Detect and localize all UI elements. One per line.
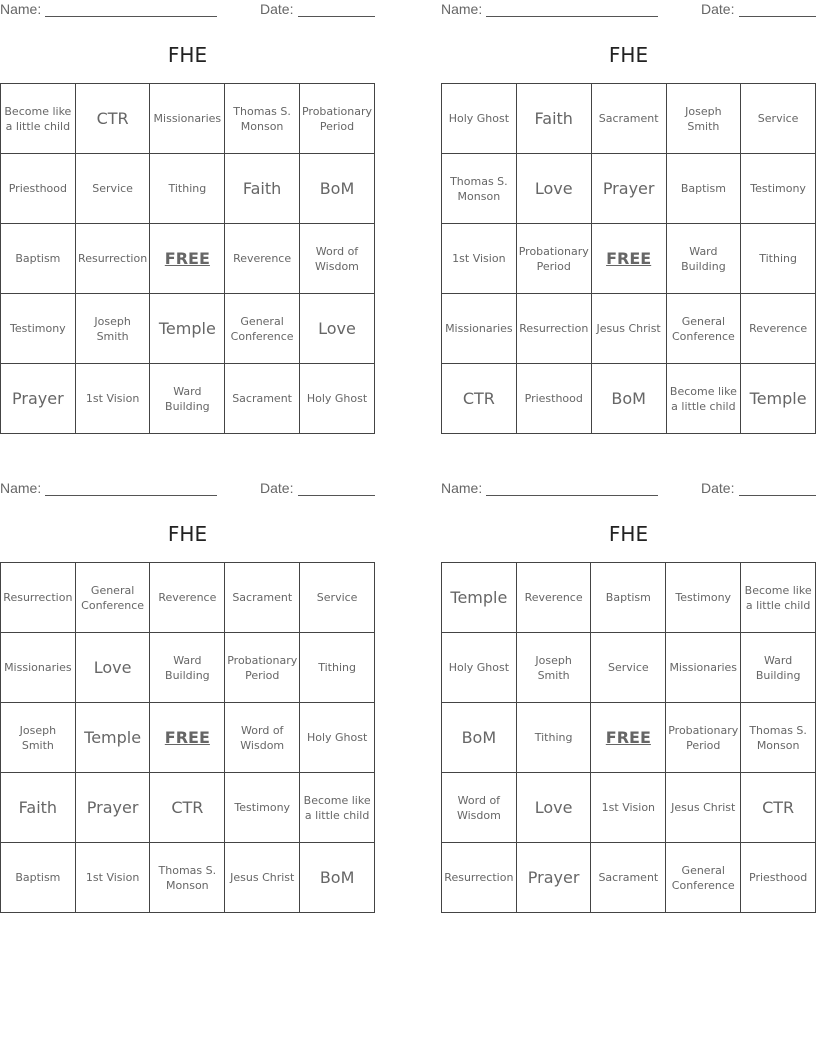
bingo-cell[interactable]: Testimony (666, 563, 741, 633)
bingo-cell[interactable]: Sacrament (225, 563, 300, 633)
bingo-grid (441, 562, 816, 913)
bingo-cell[interactable]: Baptism (1, 843, 76, 913)
name-date-row (441, 479, 816, 499)
bingo-cell[interactable]: General Conference (667, 294, 742, 364)
bingo-cell[interactable]: Priesthood (517, 364, 592, 434)
bingo-cell[interactable]: BoM (442, 703, 517, 773)
bingo-cell[interactable]: Service (300, 563, 375, 633)
date-label: Date: (260, 480, 294, 496)
bingo-cell[interactable]: 1st Vision (76, 364, 151, 434)
bingo-cell[interactable]: Tithing (517, 703, 592, 773)
bingo-cell[interactable]: Baptism (1, 224, 76, 294)
bingo-cell[interactable]: Baptism (591, 563, 666, 633)
bingo-cell[interactable]: Temple (150, 294, 225, 364)
name-date-row (0, 0, 375, 20)
bingo-cell[interactable]: Missionaries (442, 294, 517, 364)
bingo-cell[interactable]: Missionaries (666, 633, 741, 703)
bingo-cell[interactable]: Service (591, 633, 666, 703)
name-date-row (441, 0, 816, 20)
bingo-cell[interactable]: CTR (76, 84, 151, 154)
bingo-cell[interactable]: Prayer (1, 364, 76, 434)
bingo-cell[interactable]: Love (517, 154, 592, 224)
free-space-cell[interactable]: FREE (150, 703, 225, 773)
bingo-cell[interactable]: Resurrection (1, 563, 76, 633)
bingo-cell[interactable]: Reverence (150, 563, 225, 633)
bingo-cell[interactable]: Joseph Smith (667, 84, 742, 154)
bingo-cell[interactable]: Word of Wisdom (225, 703, 300, 773)
bingo-grid (441, 83, 816, 434)
bingo-cell[interactable]: Become like a little child (1, 84, 76, 154)
name-label: Name: (0, 480, 42, 496)
date-line[interactable] (298, 495, 375, 496)
bingo-cell[interactable]: Service (76, 154, 151, 224)
name-line[interactable] (486, 495, 658, 496)
bingo-cell[interactable]: Temple (442, 563, 517, 633)
card-title: FHE (167, 43, 208, 67)
bingo-cell[interactable]: 1st Vision (76, 843, 151, 913)
bingo-card (0, 479, 375, 913)
bingo-cell[interactable]: Testimony (1, 294, 76, 364)
date-label: Date: (701, 1, 735, 17)
bingo-cell[interactable]: Jesus Christ (666, 773, 741, 843)
bingo-cell[interactable]: Probationary Period (517, 224, 592, 294)
date-line[interactable] (298, 16, 375, 17)
name-label: Name: (441, 1, 483, 17)
bingo-cell[interactable]: Baptism (667, 154, 742, 224)
bingo-cell[interactable]: 1st Vision (591, 773, 666, 843)
bingo-cell[interactable]: Word of Wisdom (300, 224, 375, 294)
bingo-cell[interactable]: BoM (300, 843, 375, 913)
card-title: FHE (167, 522, 208, 546)
bingo-cell[interactable]: Probationary Period (225, 633, 300, 703)
bingo-cell[interactable]: Holy Ghost (300, 364, 375, 434)
bingo-cell[interactable]: Jesus Christ (225, 843, 300, 913)
free-space-cell[interactable]: FREE (591, 703, 666, 773)
bingo-cell[interactable]: Priesthood (1, 154, 76, 224)
name-label: Name: (441, 480, 483, 496)
bingo-cell[interactable]: Tithing (741, 224, 816, 294)
bingo-cell[interactable]: 1st Vision (442, 224, 517, 294)
free-space-cell[interactable]: FREE (150, 224, 225, 294)
bingo-cell[interactable]: Missionaries (1, 633, 76, 703)
bingo-cell[interactable]: Resurrection (76, 224, 151, 294)
bingo-cell[interactable]: Sacrament (592, 84, 667, 154)
bingo-cell[interactable]: Faith (517, 84, 592, 154)
bingo-cell[interactable]: Faith (225, 154, 300, 224)
bingo-cell[interactable]: CTR (741, 773, 816, 843)
bingo-cell[interactable]: Reverence (741, 294, 816, 364)
bingo-cell[interactable]: Holy Ghost (300, 703, 375, 773)
bingo-cell[interactable]: Holy Ghost (442, 84, 517, 154)
bingo-cell[interactable]: BoM (592, 364, 667, 434)
bingo-card (441, 479, 816, 913)
name-date-row (0, 479, 375, 499)
bingo-cell[interactable]: Temple (76, 703, 151, 773)
bingo-cell[interactable]: Ward Building (150, 633, 225, 703)
bingo-cell[interactable]: Sacrament (225, 364, 300, 434)
bingo-cell[interactable]: Testimony (741, 154, 816, 224)
bingo-cell[interactable]: General Conference (666, 843, 741, 913)
bingo-card (441, 0, 816, 434)
bingo-cell[interactable]: Sacrament (591, 843, 666, 913)
bingo-grid (0, 562, 375, 913)
bingo-cell[interactable]: Thomas S. Monson (442, 154, 517, 224)
bingo-cell[interactable]: General Conference (225, 294, 300, 364)
bingo-cell[interactable]: Become like a little child (667, 364, 742, 434)
bingo-cell[interactable]: Reverence (517, 563, 592, 633)
bingo-cell[interactable]: Temple (741, 364, 816, 434)
free-space-cell[interactable]: FREE (592, 224, 667, 294)
card-title: FHE (608, 43, 649, 67)
bingo-cell[interactable]: Ward Building (150, 364, 225, 434)
name-line[interactable] (45, 495, 217, 496)
bingo-cell[interactable]: Tithing (150, 154, 225, 224)
name-line[interactable] (45, 16, 217, 17)
bingo-cell[interactable]: Resurrection (442, 843, 517, 913)
bingo-cell[interactable]: Ward Building (741, 633, 816, 703)
bingo-cell[interactable]: Prayer (517, 843, 592, 913)
bingo-cell[interactable]: Prayer (592, 154, 667, 224)
bingo-cell[interactable]: Thomas S. Monson (225, 84, 300, 154)
bingo-cell[interactable]: Holy Ghost (442, 633, 517, 703)
bingo-cell[interactable]: Joseph Smith (517, 633, 592, 703)
bingo-cell[interactable]: Word of Wisdom (442, 773, 517, 843)
bingo-cell[interactable]: Become like a little child (741, 563, 816, 633)
bingo-cell[interactable]: Become like a little child (300, 773, 375, 843)
bingo-cell[interactable]: Ward Building (667, 224, 742, 294)
bingo-cell[interactable]: Testimony (225, 773, 300, 843)
bingo-cell[interactable]: Resurrection (517, 294, 592, 364)
date-line[interactable] (739, 495, 816, 496)
date-label: Date: (701, 480, 735, 496)
bingo-cell[interactable]: Love (300, 294, 375, 364)
bingo-cell[interactable]: Jesus Christ (592, 294, 667, 364)
bingo-grid (0, 83, 375, 434)
bingo-cell[interactable]: Missionaries (150, 84, 225, 154)
bingo-cell[interactable]: Joseph Smith (76, 294, 151, 364)
bingo-cell[interactable]: Probationary Period (666, 703, 741, 773)
name-label: Name: (0, 1, 42, 17)
bingo-cell[interactable]: Tithing (300, 633, 375, 703)
bingo-cell[interactable]: Faith (1, 773, 76, 843)
bingo-cell[interactable]: Love (76, 633, 151, 703)
bingo-cell[interactable]: Thomas S. Monson (150, 843, 225, 913)
name-line[interactable] (486, 16, 658, 17)
bingo-cell[interactable]: Service (741, 84, 816, 154)
bingo-cell[interactable]: Love (517, 773, 592, 843)
bingo-cell[interactable]: General Conference (76, 563, 151, 633)
bingo-cell[interactable]: CTR (150, 773, 225, 843)
card-title: FHE (608, 522, 649, 546)
bingo-cell[interactable]: Priesthood (741, 843, 816, 913)
bingo-cell[interactable]: Prayer (76, 773, 151, 843)
bingo-cell[interactable]: Joseph Smith (1, 703, 76, 773)
date-label: Date: (260, 1, 294, 17)
bingo-cell[interactable]: Reverence (225, 224, 300, 294)
bingo-cell[interactable]: CTR (442, 364, 517, 434)
bingo-cell[interactable]: Thomas S. Monson (741, 703, 816, 773)
bingo-cell[interactable]: BoM (300, 154, 375, 224)
date-line[interactable] (739, 16, 816, 17)
bingo-cell[interactable]: Probationary Period (300, 84, 375, 154)
bingo-card (0, 0, 375, 434)
